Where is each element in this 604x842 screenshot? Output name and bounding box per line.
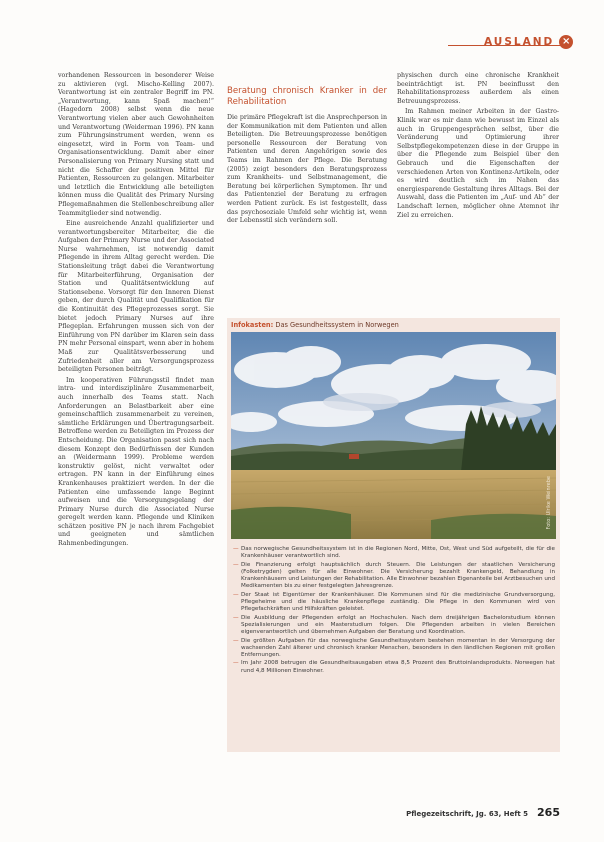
list-item: — Die größten Aufgaben für das norwegische Gesundheitssystem bestehen momentan in der Versorgung der wachsenden Zahl älterer und chronisch kranker Menschen, besonders in den ländlichen Regionen mit großen Entfernungen. [233,638,555,660]
list-item: — Die Finanzierung erfolgt hauptsächlich durch Steuern. Die Leistungen der staatlichen Versicherung (Folketrygden) gelten für alle Einwohner. Die Versicherung bezahlt Krankengeld, Behandlung in Krankenhäusern und Leistungen der Rehabilitation. Alle Einwohner bezahlen Eigenanteile bei Arztbesuchen und Medikamenten bis zu einer festgelegten Jahresgrenze. [233,562,555,591]
text-column-3 [397,72,559,307]
subheading: Beratung chronisch Kranker in der Rehabilitation [227,86,387,107]
paragraph: Die primäre Pflegekraft ist die Ansprechperson in der Kommunikation mit dem Patienten und allen Beteiligten. Die Betreuungsprozesse benötigen personelle Ressourcen der Beratung von Patienten und deren Angehörigen sowie des Teams im Rahmen der Pflege. Die Beratung (2005) zeigt besonders den Beratungsprozess zum Krankheits- und Selbstmanagement, die Beratung bei körperlichen Symptomen. Ihr und das Patientenziel der Beratung zu erfragen werden Patient zurück. Es ist festgestellt, dass das psychosoziale Umfeld sehr wichtig ist, wenn der Lebensstil sich verändern soll. [227,114,387,225]
page-number: 265 [537,806,560,819]
text-column-1 [58,72,214,792]
paragraph: Eine ausreichende Anzahl qualifizierter und verantwortungsbereiter Mitarbeiter, die die Aufgaben der Primary Nurse und der Associated Nurse wahrnehmen, ist notwendig damit Pflegende in ihrem Alltag gerecht werden. Die Stationsleitung trägt dabei die Verantwortung für Mitarbeiterführung, Organisation der Station und Qualitätsentwicklung auf Stationsebene. Vorsorgt für den Inneren Dienst geben, der durch Qualität und Qualifikation für die Kontinuität des Pflegeprozesses sorgt. Sie bietet jedoch Primary Nurses auf ihre Pflegeplan. Erfahrungen mussen sich von der Einführung von PN darüber im Klaren sein dass PN mehr Personal einspart, wenn aber in hohem Maß zur Qualitätsverbesserung und Zufriedenheit aller am Versorgungsprozess beteiligten Personen beiträgt. [58,220,214,374]
journal-name: Pflegezeitschrift, Jg. 63, Heft 5 [406,810,529,818]
paragraph: vorhandenen Ressourcen in besonderer Weise zu aktivieren (vgl. Mischo-Kelling 2007). Verantwortung ist ein zentraler Begriff im PN. „Verantwortung, kann Spaß machen!“ (Hagedorn 2008) selbst wenn die neue Verantwortung vielen aber auch Gewohnheiten und Verantwortung (Weiderman 1996). PN kann zum Führungsinstrument werden, wenn es eingesetzt, wird in Form von Team- und Organisationsentwicklung. Damit aber einer Personalisierung von Primary Nursing statt und nicht die Schaffer der positiven Mittel für Patienten, Ressourcen zu gelangen. Mitarbeiter und letztlich die Entwicklung alle beteiligten können muss die Qualität des Primary Nursing Pflegemaßnahmen die Stellenbeschreibung aller Teammitglieder sind notwendig. [58,72,214,217]
x-circle-icon: × [559,35,573,49]
text-column-2 [227,72,387,322]
landscape-photo-image [231,332,556,539]
infobox-label: Infokasten: [231,321,274,329]
red-barn [349,454,359,459]
list-item: — Das norwegische Gesundheitssystem ist in die Regionen Nord, Mitte, Ost, West und Süd aufgeteilt, die für die Krankenhäuser verantwortlich sind. [233,546,555,561]
page-footer [406,806,560,819]
paragraph: Im kooperativen Führungsstil findet man intra- und interdisziplinäre Zusammenarbeit, auch innerhalb des Teams statt. Nach Anforderungen an Belastbarkeit aber eine gemeinschaftlich zusammenarbeit zu vereinen, sämtliche Erklärungen und Übertragungsarbeit. Betroffene werden zu Beteiligten im Prozess der Entscheidung. Die Organisation passt sich nach diesem Konzept den Bedürfnissen der Kunden an (Weidermann 1999). Probleme werden konstruktiv gelöst, nicht verwaltet oder ertragen. PN kann in der Einführung eines Krankenhauses praktiziert werden. In der die Patienten eine umfassende lange Beginnt aufweisen und die Versorgungsgelang der Primary Nurse durch die Associated Nurse geregelt werden kann. Pflegende und Kliniken schätzen positive PN je nach ihrem Fachgebiet und geeigneten und sämtlichen Rahmenbedingungen. [58,376,214,548]
paragraph: Im Rahmen meiner Arbeiten in der Gastro-Klinik war es mir dann wie bewusst im Einzel als auch in Gruppengesprächen selbst, über die Veränderung und Optimierung ihrer Selbstpflegekompetenzen diese in der Gruppe in über die Pflegende zum Beispiel über den Gebrauch und die Eigenschaften der verschiedenen Arten von Kontinenz-Artikeln, oder es wird deutlich sich im Nahen das energiesparende Gestaltung ihres Alltags. Bei der Auswahl, dass die Patienten im „Auf- und Ab“ der Landschaft lernen, möglicher ohne Atemnot ihr Ziel zu erreichen. [397,108,559,219]
infobox-title-text: Das Gesundheitssystem in Norwegen [275,321,399,329]
list-item: — Der Staat ist Eigentümer der Krankenhäuser. Die Kommunen sind für die medizinische Grundversorgung, Pflegeheime und die häusliche Krankenpflege zuständig. Die Pflege in den Kommunen wird von Pflegefachkräften und Hilfskräften geleistet. [233,592,555,614]
list-item: — Die Ausbildung der Pflegenden erfolgt an Hochschulen. Nach dem dreijährigen Bachelorstudium können Spezialisierungen und ein Masterstudium folgen. Die Pflegenden arbeiten in vielen Bereichen eigenverantwortlich und übernehmen Aufgaben der Beratung und Koordination. [233,615,555,637]
infobox-bullet-list [233,546,555,746]
list-item: — Im Jahr 2008 betrugen die Gesundheitsausgaben etwa 8,5 Prozent des Bruttoinlandsprodukts. Norwegen hat rund 4,8 Millionen Einwohner. [233,660,555,675]
infobox [227,318,560,752]
section-header [484,34,573,50]
paragraph: physischen durch eine chronische Krankheit beeinträchtigt ist. PN beeinflusst den Rehabilitationsprozess außerdem als einen Betreuungsprozess. [397,72,559,105]
landscape-photo [231,332,556,539]
infobox-title [231,321,399,329]
section-label: AUSLAND [484,36,555,48]
photo-credit: Foto: Ulrike Weinrebe [546,475,552,529]
